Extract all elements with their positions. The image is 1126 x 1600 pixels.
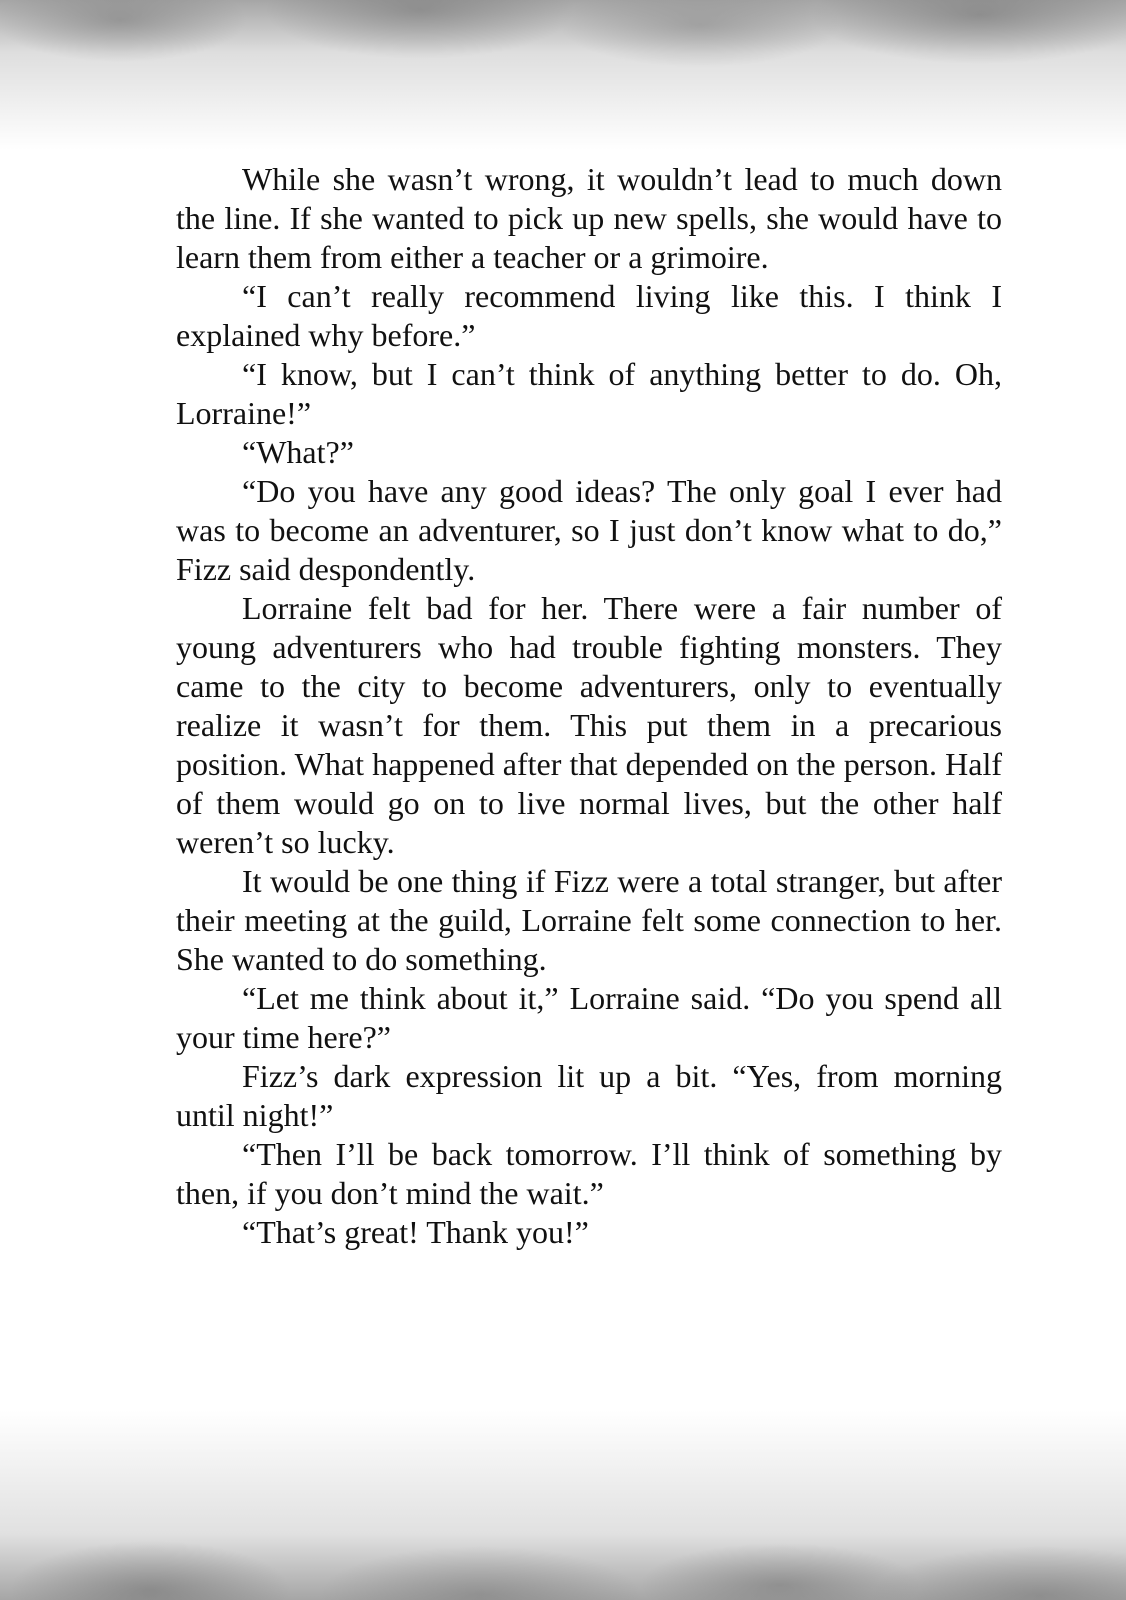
paragraph: “Do you have any good ideas? The only goal I ever had was to become an adventurer, so I just don’t know what to do,” Fizz said despondently. — [176, 473, 1002, 587]
paragraph: Lorraine felt bad for her. There were a fair number of young adventurers who had trouble fighting monsters. They came to the city to become adventurers, only to eventually realize it wasn’t for them. This put them in a precarious position. What happened after that depended on the person. Half of them would go on to live normal lives, but the other half weren’t so lucky. — [176, 590, 1002, 860]
page-texture-bottom — [0, 1410, 1126, 1600]
page-texture-top — [0, 0, 1126, 150]
paragraph: Fizz’s dark expression lit up a bit. “Yes, from morning until night!” — [176, 1058, 1002, 1133]
paragraph: “What?” — [242, 434, 354, 470]
paragraph: While she wasn’t wrong, it wouldn’t lead to much down the line. If she wanted to pick up new spells, she would have to learn them from either a teacher or a grimoire. — [176, 161, 1002, 275]
paragraph: “I know, but I can’t think of anything better to do. Oh, Lorraine!” — [176, 356, 1002, 431]
paragraph: “That’s great! Thank you!” — [242, 1214, 589, 1250]
paragraph: “Then I’ll be back tomorrow. I’ll think of something by then, if you don’t mind the wait.” — [176, 1136, 1002, 1211]
page-body-text — [176, 160, 1002, 1252]
paragraph: “Let me think about it,” Lorraine said. “Do you spend all your time here?” — [176, 980, 1002, 1055]
paragraph: “I can’t really recommend living like this. I think I explained why before.” — [176, 278, 1002, 353]
paragraph: It would be one thing if Fizz were a total stranger, but after their meeting at the guild, Lorraine felt some connection to her. She wanted to do something. — [176, 863, 1002, 977]
